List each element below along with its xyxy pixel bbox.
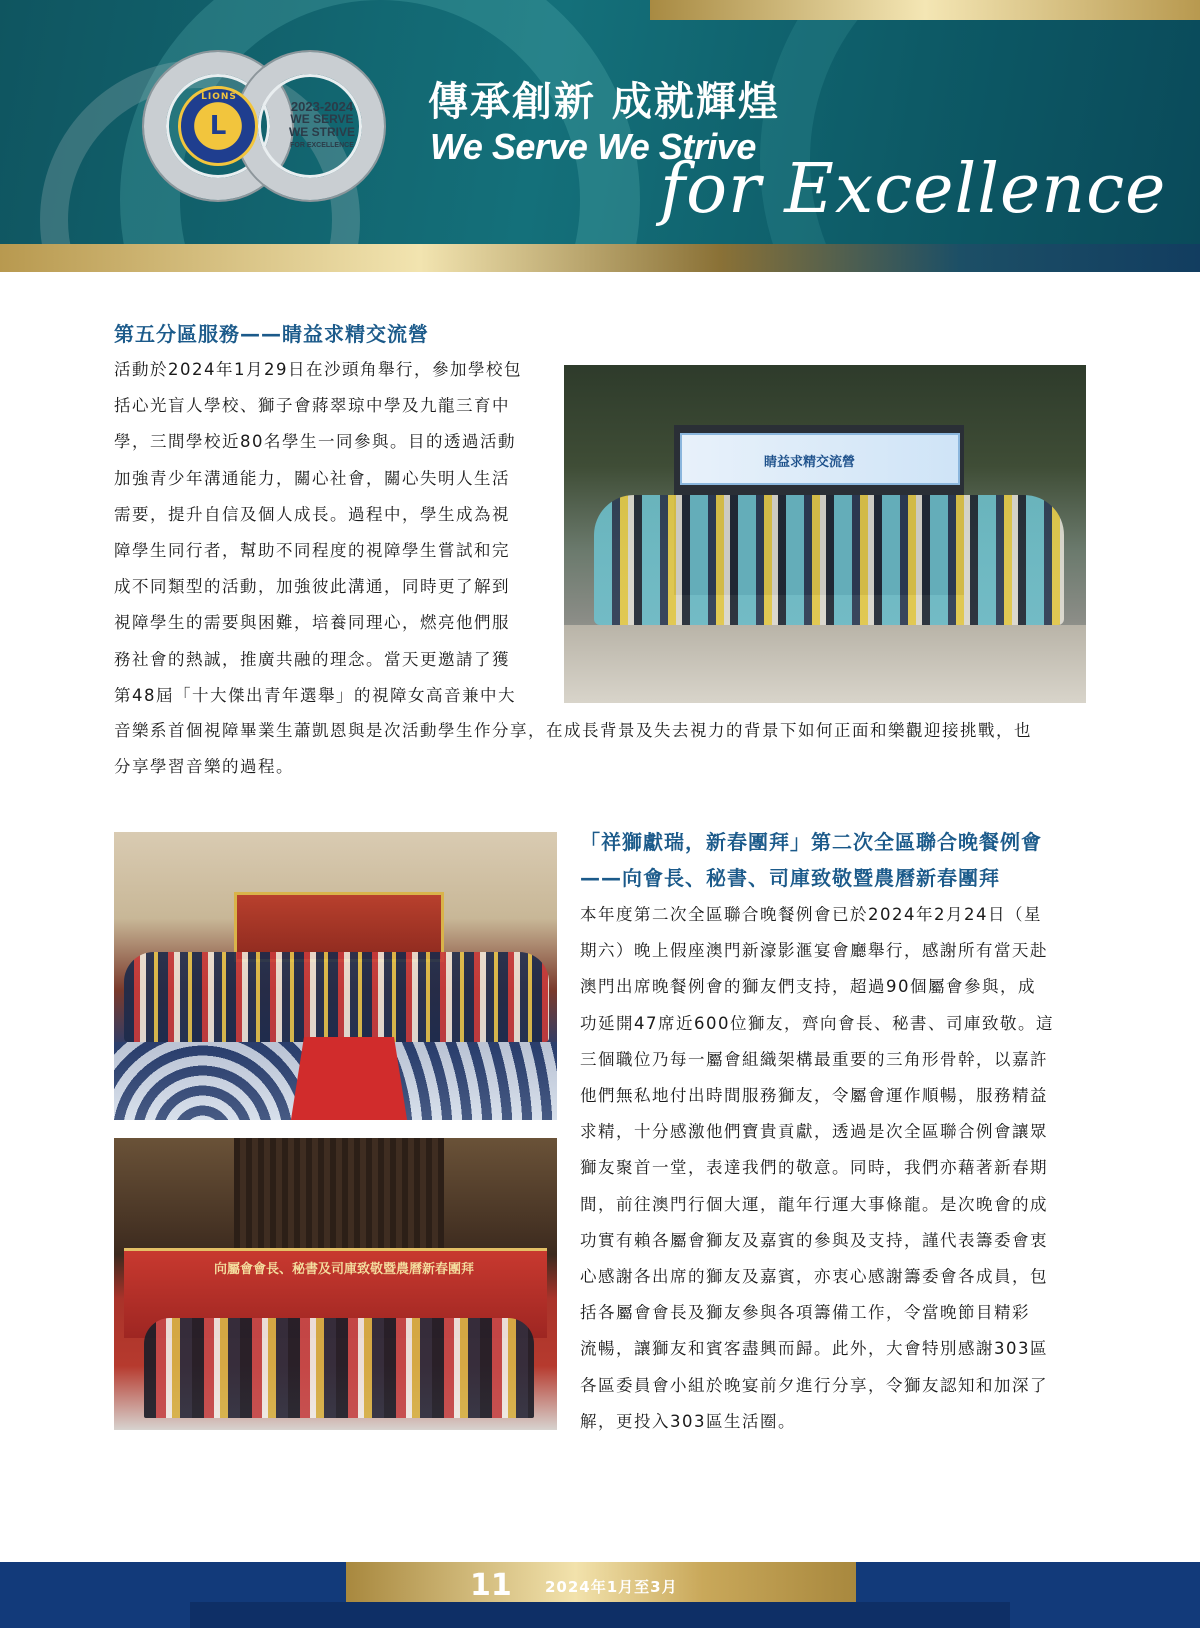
article2-body xyxy=(580,897,1085,1440)
photo-group-people xyxy=(594,495,1064,625)
header-banner xyxy=(0,0,1200,272)
footer-inner-band xyxy=(190,1602,1010,1628)
photo-banquet-group xyxy=(114,832,557,1120)
article2-line: 求精，十分感激他們寶貴貢獻，透過是次全區聯合例會讓眾 xyxy=(580,1122,1048,1142)
photo-tribute-stage xyxy=(114,1138,557,1430)
lions-emblem-letter: L xyxy=(209,111,227,141)
logo-motto xyxy=(270,100,374,152)
article2-line: 期六）晚上假座澳門新濠影滙宴會廳舉行，感謝所有當天赴 xyxy=(580,941,1048,961)
logo-line1: WE SERVE xyxy=(290,112,354,126)
article1-line: 括心光盲人學校、獅子會蔣翠琼中學及九龍三育中 xyxy=(114,396,510,416)
issue-date: 2024年1月至3月 xyxy=(545,1578,678,1596)
article2-line: 功延開47席近600位獅友，齊向會長、秘書、司庫致敬。這 xyxy=(580,1013,1054,1033)
article1-body-continued xyxy=(114,713,1094,785)
gold-stripe-top xyxy=(650,0,1200,20)
article1-line: 分享學習音樂的過程。 xyxy=(114,757,294,777)
article2-heading-line1: 「祥獅獻瑞，新春團拜」第二次全區聯合晚餐例會 xyxy=(580,830,1042,854)
article2-line: 功實有賴各屬會獅友及嘉賓的參與及支持，謹代表籌委會衷 xyxy=(580,1230,1048,1250)
article1-line: 視障學生的需要與困難，培養同理心，燃亮他們服 xyxy=(114,613,510,633)
photo-group-people xyxy=(124,952,549,1042)
logo-line2: WE STRIVE xyxy=(288,125,355,139)
banner-title-english: We Serve We Strive xyxy=(430,126,756,167)
article1-heading: 第五分區服務——睛益求精交流營 xyxy=(114,322,429,346)
article2-line: 括各屬會會長及獅友參與各項籌備工作，令當晚節目精彩 xyxy=(580,1303,1030,1323)
photo-youth-camp-group xyxy=(564,365,1086,703)
article2-heading xyxy=(580,824,1100,896)
lions-emblem-text: LIONS xyxy=(201,92,237,102)
article1-line: 學，三間學校近80名學生一同參與。目的透過活動 xyxy=(114,432,516,452)
article2-line: 本年度第二次全區聯合晚餐例會已於2024年2月24日（星 xyxy=(580,905,1042,924)
page-number: 11 xyxy=(470,1568,512,1603)
photo-group-people xyxy=(144,1318,534,1418)
article1-body xyxy=(114,352,544,714)
article2-line: 心感謝各出席的獅友及嘉賓，亦衷心感謝籌委會各成員，包 xyxy=(580,1267,1048,1287)
district-logo xyxy=(140,42,380,210)
photo-stage-banner-text: 向屬會會長、秘書及司庫致敬暨農曆新春團拜 xyxy=(214,1262,475,1277)
article1-line: 音樂系首個視障畢業生蕭凱恩與是次活動學生作分享，在成長背景及失去視力的背景下如何正面和樂觀迎接挑戰，也 xyxy=(114,721,1032,740)
article1-line: 加強青少年溝通能力，關心社會，關心失明人生活 xyxy=(114,468,510,488)
article2-line: 三個職位乃每一屬會組織架構最重要的三角形骨幹，以嘉許 xyxy=(580,1049,1048,1069)
article2-heading-line2: ——向會長、秘書、司庫致敬暨農曆新春團拜 xyxy=(580,866,1000,890)
article1-line: 成不同類型的活動，加強彼此溝通，同時更了解到 xyxy=(114,577,510,597)
article1-line: 第48屆「十大傑出青年選舉」的視障女高音兼中大 xyxy=(114,685,516,705)
photo-red-carpet xyxy=(290,1037,408,1120)
article2-line: 他們無私地付出時間服務獅友，令屬會運作順暢，服務精益 xyxy=(580,1086,1048,1106)
banner-title-script: for Excellence xyxy=(660,150,1167,229)
logo-year: 2023-2024 xyxy=(290,99,354,114)
article1-line: 障學生同行者，幫助不同程度的視障學生嘗試和完 xyxy=(114,541,510,561)
photo-ground xyxy=(564,625,1086,703)
article1-line: 需要，提升自信及個人成長。過程中，學生成為視 xyxy=(114,504,510,524)
article2-line: 各區委員會小組於晚宴前夕進行分享，令獅友認知和加深了 xyxy=(580,1375,1048,1395)
article2-line: 獅友聚首一堂，表達我們的敬意。同時，我們亦藉著新春期 xyxy=(580,1158,1048,1178)
gold-stripe-bottom xyxy=(0,244,1200,272)
article2-line: 間，前往澳門行個大運，龍年行運大事條龍。是次晚會的成 xyxy=(580,1194,1048,1214)
logo-line3: FOR EXCELLENCE xyxy=(290,142,354,149)
article1-line: 活動於2024年1月29日在沙頭角舉行，參加學校包 xyxy=(114,360,522,379)
article2-line: 解，更投入303區生活圈。 xyxy=(580,1411,796,1431)
banner-title-chinese: 傳承創新 成就輝煌 xyxy=(428,79,780,125)
photo-curtain xyxy=(234,1138,444,1248)
article2-line: 澳門出席晚餐例會的獅友們支持，超過90個屬會參與，成 xyxy=(580,977,1036,997)
article2-line: 流暢，讓獅友和賓客盡興而歸。此外，大會特別感謝303區 xyxy=(580,1339,1048,1359)
article1-line: 務社會的熱誠，推廣共融的理念。當天更邀請了獲 xyxy=(114,649,510,669)
photo-event-sign-text: 睛益求精交流營 xyxy=(764,455,856,470)
decorative-arc xyxy=(760,0,1200,272)
